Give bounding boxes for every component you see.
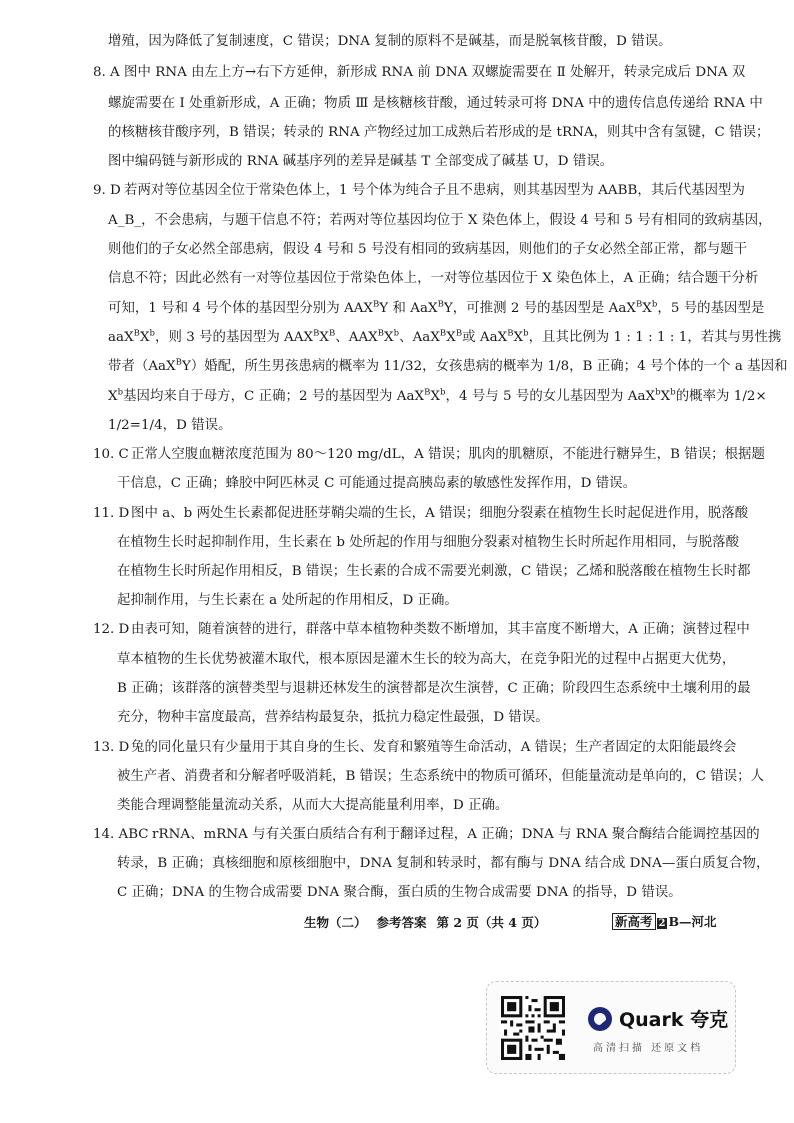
text-line: 则他们的子女必然全部患病，假设 4 号和 5 号没有相同的致病基因，则他们的子女必然全部正常，都与题干 bbox=[108, 242, 748, 257]
text-line: 起抑制作用，与生长素在 a 处所起的作用相反，D 正确。 bbox=[117, 593, 458, 608]
answer-number-8: 8. A bbox=[93, 65, 120, 80]
text-line: 干信息，C 正确；蜂胶中阿匹林灵 C 可能通过提高胰岛素的敏感性发挥作用，D 错误。 bbox=[117, 476, 637, 491]
footer-subject: 生物（二） bbox=[304, 915, 367, 930]
text-line: B 正确；该群落的演替类型与退耕还林发生的演替都是次生演替，C 正确；阶段四生态系统中土壤利用的最 bbox=[117, 681, 751, 696]
text-line: 在植物生长时起抑制作用，生长素在 b 处所起的作用与细胞分裂素对植物生长时所起作用相同，与脱落酸 bbox=[117, 535, 740, 550]
badge-number: 2 bbox=[658, 918, 666, 929]
text-line-genotype: 可知，1 号和 4 号个体的基因型分别为 $AAX^BY$ 和 AaX$^B$Y，可推测 2 号的基因型是 $AaX^BX^b$，5 号的基因型是 bbox=[108, 299, 765, 316]
answer-number-10: 10. C bbox=[93, 447, 129, 462]
quark-scan-card bbox=[486, 981, 736, 1074]
qr-code-icon bbox=[501, 996, 565, 1060]
text-line-genotype: $X^b$基因均来自于母方，C 正确；2 号的基因型为 $AaX^BX^b$，4 号与 5 号的女儿基因型为 $AaX^bX^b$的概率为 1/2× bbox=[108, 387, 767, 404]
text-line: 类能合理调整能量流动关系，从而大大提高能量利用率，D 正确。 bbox=[117, 798, 509, 813]
text-line-genotype: $aaX^BX^b$，则 3 号的基因型为 $AAX^BX^B$、$AAX^BX^b$、$AaX^BX^B$或 $AaX^BX^b$，且其比例为 1 : 1 : 1 : 1，若其与男性携 bbox=[108, 328, 782, 345]
text-line: rRNA、mRNA 与有关蛋白质结合有利于翻译过程，A 正确；DNA 与 RNA 聚合酶结合能调控基因的 bbox=[152, 827, 760, 842]
text-line: 图中编码链与新形成的 RNA 碱基序列的差异是碱基 T 全部变成了碱基 U，D 错误。 bbox=[108, 154, 614, 169]
answer-number-11: 11. D bbox=[93, 506, 130, 521]
quark-brand: Quark 夸克 bbox=[619, 1009, 729, 1031]
badge-region: B—河北 bbox=[668, 914, 717, 929]
text-line: 兔的同化量只有少量用于其自身的生长、发育和繁殖等生命活动，A 错误；生产者固定的太阳能最终会 bbox=[131, 740, 737, 755]
text-line: 图中 a、b 两处生长素都促进胚芽鞘尖端的生长，A 错误；细胞分裂素在植物生长时起促进作用，脱落酸 bbox=[131, 506, 749, 521]
quark-logo-icon bbox=[587, 1006, 613, 1032]
text-line: 的核糖核苷酸序列，B 错误；转录的 RNA 产物经过加工成熟后若形成的是 tRNA，则其中含有氢键，C 错误； bbox=[108, 125, 770, 140]
text-line: 在植物生长时所起作用相反，B 错误；生长素的合成不需要光刺激，C 错误；乙烯和脱落酸在植物生长时都 bbox=[117, 564, 751, 579]
exam-badge bbox=[612, 912, 717, 930]
text-line: 螺旋需要在 Ⅰ 处重新形成，A 正确；物质 Ⅲ 是核糖核苷酸，通过转录可将 DNA 中的遗传信息传递给 RNA 中 bbox=[108, 96, 763, 111]
text-line: 草本植物的生长优势被灌木取代，根本原因是灌木生长的较为高大，在竞争阳光的过程中占据更大优势， bbox=[117, 652, 736, 667]
text-line: C 正确；DNA 的生物合成需要 DNA 聚合酶，蛋白质的生物合成需要 DNA 的指导，D 错误。 bbox=[117, 885, 682, 900]
text-line: 转录，B 正确；真核细胞和原核细胞中，DNA 复制和转录时，都有酶与 DNA 结合成 DNA—蛋白质复合物， bbox=[117, 856, 770, 871]
text-line-genotype: 带者（AaX$^B$Y）婚配，所生男孩患病的概率为 11/32，女孩患病的概率为 1/8，B 正确；4 号个体的一个 a 基因和 bbox=[108, 357, 788, 374]
quark-subtitle: 高清扫描 还原文档 bbox=[593, 1043, 704, 1054]
text-line: 由表可知，随着演替的进行，群落中草本植物种类数不断增加，其丰富度不断增大，A 正确；演替过程中 bbox=[131, 622, 750, 637]
text-line: A_B_，不会患病，与题干信息不符；若两对等位基因均位于 X 染色体上，假设 4 号和 5 号有相同的致病基因， bbox=[108, 213, 772, 228]
answer-number-9: 9. D bbox=[93, 183, 121, 198]
text-line: 若两对等位基因全位于常染色体上，1 号个体为纯合子且不患病，则其基因型为 AABB，其后代基因型为 bbox=[124, 183, 745, 198]
text-line: 图中 RNA 由左上方→右下方延伸，新形成 RNA 前 DNA 双螺旋需要在 Ⅱ 处解开，转录完成后 DNA 双 bbox=[124, 65, 746, 80]
footer-page-info: 第 2 页（共 4 页） bbox=[436, 915, 547, 930]
footer-answer-label: 参考答案 bbox=[376, 915, 427, 930]
badge-label: 新高考 bbox=[612, 913, 656, 930]
text-line: 充分，物种丰富度最高，营养结构最复杂，抵抗力稳定性最强，D 错误。 bbox=[117, 710, 549, 725]
answer-number-12: 12. D bbox=[93, 622, 130, 637]
text-line: 1/2=1/4，D 错误。 bbox=[108, 418, 232, 433]
text-line: 增殖，因为降低了复制速度，C 错误；DNA 复制的原料不是碱基，而是脱氧核苷酸，D 错误。 bbox=[108, 34, 672, 49]
answer-number-14: 14. ABC bbox=[93, 827, 149, 842]
page-footer bbox=[304, 913, 546, 931]
text-line: 被生产者、消费者和分解者呼吸消耗，B 错误；生态系统中的物质可循环，但能量流动是单向的，C 错误；人 bbox=[117, 769, 765, 784]
text-line: 信息不符；因此必然有一对等位基因位于常染色体上，一对等位基因位于 X 染色体上，A 正确；结合题干分析 bbox=[108, 271, 759, 286]
answer-number-13: 13. D bbox=[93, 740, 130, 755]
text-line: 正常人空腹血糖浓度范围为 80～120 mg/dL，A 错误；肌肉的肌糖原，不能进行糖异生，B 错误；根据题 bbox=[131, 447, 765, 462]
